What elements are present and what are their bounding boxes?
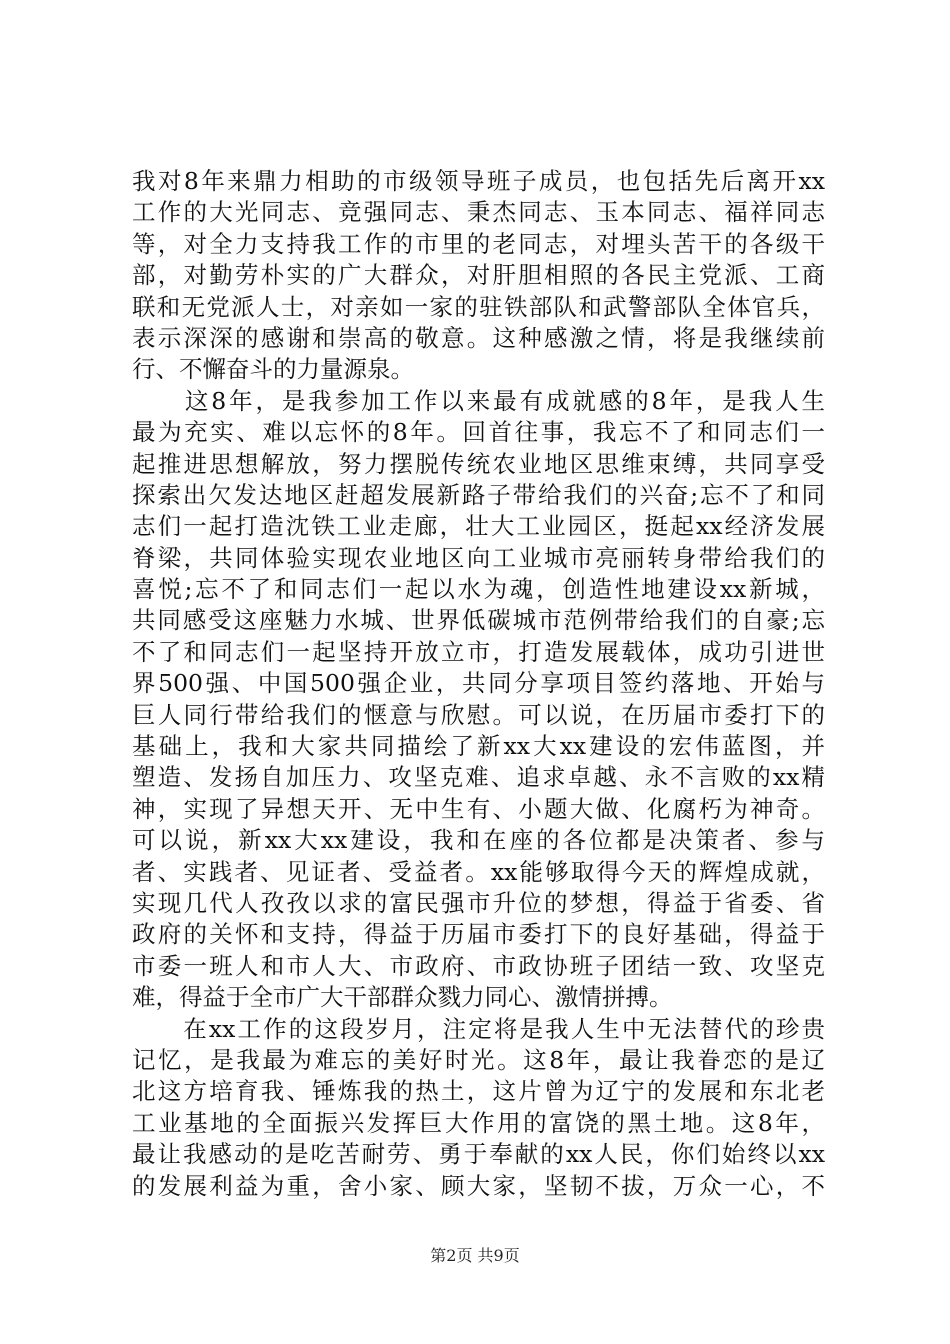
text-line: 等，对全力支持我工作的市里的老同志，对埋头苦干的各级干: [132, 229, 825, 258]
page-number-footer: 第2页 共9页: [430, 1246, 520, 1265]
text-line: 记忆，是我最为难忘的美好时光。这8年，最让我眷恋的是辽: [132, 1045, 825, 1074]
text-line: 喜悦;忘不了和同志们一起以水为魂，创造性地建设xx新城，: [132, 575, 825, 604]
body-text: [132, 166, 825, 1202]
text-line: 志们一起打造沈铁工业走廊，壮大工业园区，挺起xx经济发展: [132, 512, 825, 541]
text-line: 表示深深的感谢和崇高的敬意。这种感激之情，将是我继续前: [132, 323, 825, 352]
text-line: 这8年，是我参加工作以来最有成就感的8年，是我人生: [132, 386, 825, 415]
text-line: 巨人同行带给我们的惬意与欣慰。可以说，在历届市委打下的: [132, 700, 825, 729]
text-line: 界500强、中国500强企业，共同分享项目签约落地、开始与: [132, 669, 825, 698]
text-line: 可以说，新xx大xx建设，我和在座的各位都是决策者、参与: [132, 826, 825, 855]
text-line: 工作的大光同志、竞强同志、秉杰同志、玉本同志、福祥同志: [132, 198, 825, 227]
text-line: 的发展利益为重，舍小家、顾大家，坚韧不拔，万众一心，不: [132, 1171, 825, 1200]
text-line: 探索出欠发达地区赶超发展新路子带给我们的兴奋;忘不了和同: [132, 480, 825, 509]
text-line: 难，得益于全市广大干部群众戮力同心、激情拼搏。: [132, 983, 673, 1012]
text-line: 最为充实、难以忘怀的8年。回首往事，我忘不了和同志们一: [132, 418, 825, 447]
text-line: 共同感受这座魅力水城、世界低碳城市范例带给我们的自豪;忘: [132, 606, 825, 635]
text-line: 脊梁，共同体验实现农业地区向工业城市亮丽转身带给我们的: [132, 543, 825, 572]
text-line: 北这方培育我、锤炼我的热土，这片曾为辽宁的发展和东北老: [132, 1077, 825, 1106]
text-line: 最让我感动的是吃苦耐劳、勇于奉献的xx人民，你们始终以xx: [132, 1140, 825, 1169]
text-line: 联和无党派人士，对亲如一家的驻铁部队和武警部队全体官兵，: [132, 292, 825, 321]
text-line: 市委一班人和市人大、市政府、市政协班子团结一致、攻坚克: [132, 951, 825, 980]
text-line: 工业基地的全面振兴发挥巨大作用的富饶的黑土地。这8年，: [132, 1108, 825, 1137]
text-line: 者、实践者、见证者、受益者。xx能够取得今天的辉煌成就，: [132, 857, 825, 886]
text-line: 部，对勤劳朴实的广大群众，对肝胆相照的各民主党派、工商: [132, 261, 825, 290]
text-line: 塑造、发扬自加压力、攻坚克难、追求卓越、永不言败的xx精: [132, 763, 825, 792]
text-line: 政府的关怀和支持，得益于历届市委打下的良好基础，得益于: [132, 920, 825, 949]
text-line: 不了和同志们一起坚持开放立市，打造发展载体，成功引进世: [132, 637, 825, 666]
text-line: 行、不懈奋斗的力量源泉。: [132, 355, 414, 384]
text-line: 实现几代人孜孜以求的富民强市升位的梦想，得益于省委、省: [132, 888, 825, 917]
text-line: 起推进思想解放，努力摆脱传统农业地区思维束缚，共同享受: [132, 449, 825, 478]
text-line: 在xx工作的这段岁月，注定将是我人生中无法替代的珍贵: [132, 1014, 825, 1043]
text-line: 神，实现了异想天开、无中生有、小题大做、化腐朽为神奇。: [132, 794, 825, 823]
text-line: 基础上，我和大家共同描绘了新xx大xx建设的宏伟蓝图，并: [132, 732, 825, 761]
text-line: 我对8年来鼎力相助的市级领导班子成员，也包括先后离开xx: [132, 167, 825, 195]
